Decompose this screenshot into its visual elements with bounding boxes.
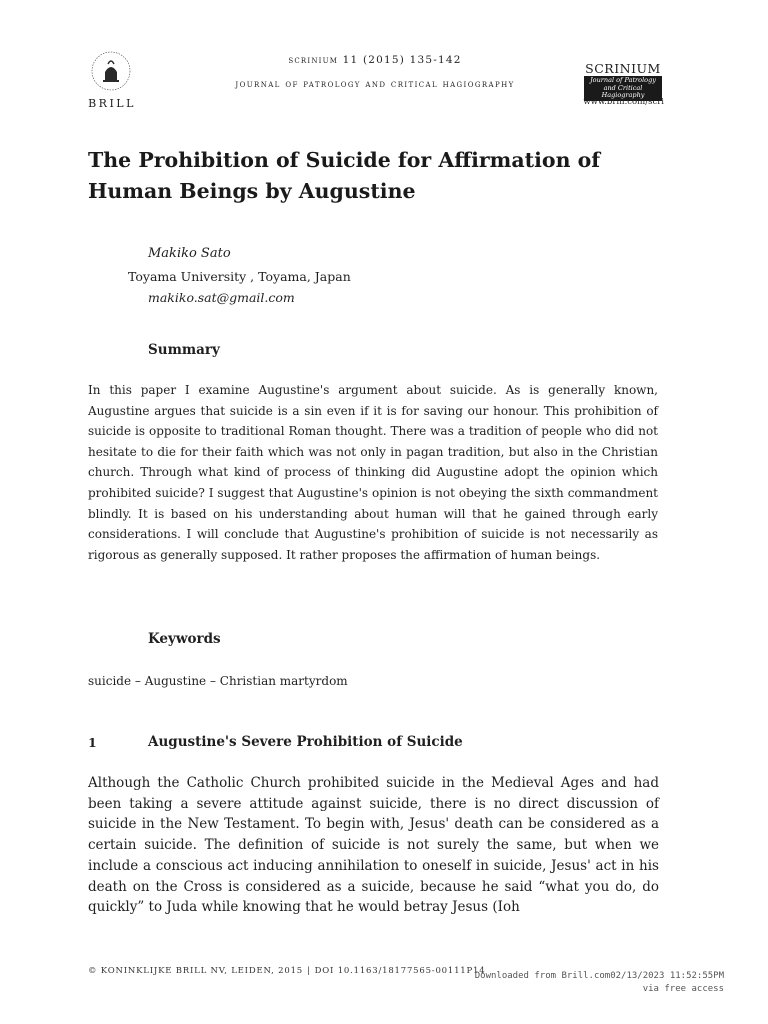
footer-citation: © KONINKLIJKE BRILL NV, LEIDEN, 2015 | DOI 10.1163/18177565-00111P14 [88,966,486,976]
download-line-2: via free access [642,984,724,994]
download-stamp [475,970,724,996]
author-email[interactable]: makiko.sat@gmail.com [148,290,295,305]
keywords-list: suicide – Augustine – Christian martyrdom [88,674,348,688]
journal-name: journal of patrology and critical hagiography [235,79,515,90]
section-title: Augustine's Severe Prohibition of Suicide [148,734,463,750]
journal-logo-title: SCRINIUM [585,61,661,76]
brill-seal-logo [88,50,134,92]
journal-logo-subtitle: Journal of Patrology and Critical Hagiography [584,76,662,101]
keywords-heading: Keywords [148,631,221,647]
section-body: Although the Catholic Church prohibited suicide in the Medieval Ages and had been taking a severe attitude against suicide, there is no direct discussion of suicide in the New Testament. To begin with, Jesus' death can be considered as a certain suicide. The definition of suicide is not surely the same, but when we include a conscious act inducing annihilation to oneself in suicide, Jesus' act in his death on the Cross is considered as a suicide, because he said “what you do, do quickly” to Juda while knowing that he would betray Jesus (Ioh [88,775,659,916]
article-title: The Prohibition of Suicide for Affirmation of Human Beings by Augustine [88,148,601,203]
author-affiliation: Toyama University , Toyama, Japan [128,269,351,284]
author-name: Makiko Sato [148,246,231,261]
copyright: © KONINKLIJKE BRILL NV, LEIDEN, 2015 [88,966,303,976]
section-number: 1 [88,735,97,750]
journal-logo [584,62,662,101]
summary-text: In this paper I examine Augustine's argument about suicide. As is generally known, Augustine argues that suicide is a sin even if it is for saving our honour. This prohibition of suicide is opposite to traditional Roman thought. There was a tradition of people who did not hesitate to die for their faith which was not only in pagan tradition, but also in the Christian church. Through what kind of process of thinking did Augustine adopt the opinion which prohibited suicide? I suggest that Augustine's opinion is not obeying the sixth commandment blindly. It is based on his understanding about human will that he gained through early considerations. I will conclude that Augustine's prohibition of suicide is not necessarily as rigorous as generally supposed. It rather proposes the affirmation of human beings. [88,383,658,562]
journal-url[interactable]: www.brill.com/scri [583,97,664,107]
citation: scrinium 11 (2015) 135-142 [288,54,462,66]
doi[interactable]: DOI 10.1163/18177565-00111P14 [314,966,486,976]
summary-heading: Summary [148,342,220,358]
publisher-name: BRILL [88,97,136,110]
download-line-1: Downloaded from Brill.com02/13/2023 11:52:55PM [474,971,724,981]
